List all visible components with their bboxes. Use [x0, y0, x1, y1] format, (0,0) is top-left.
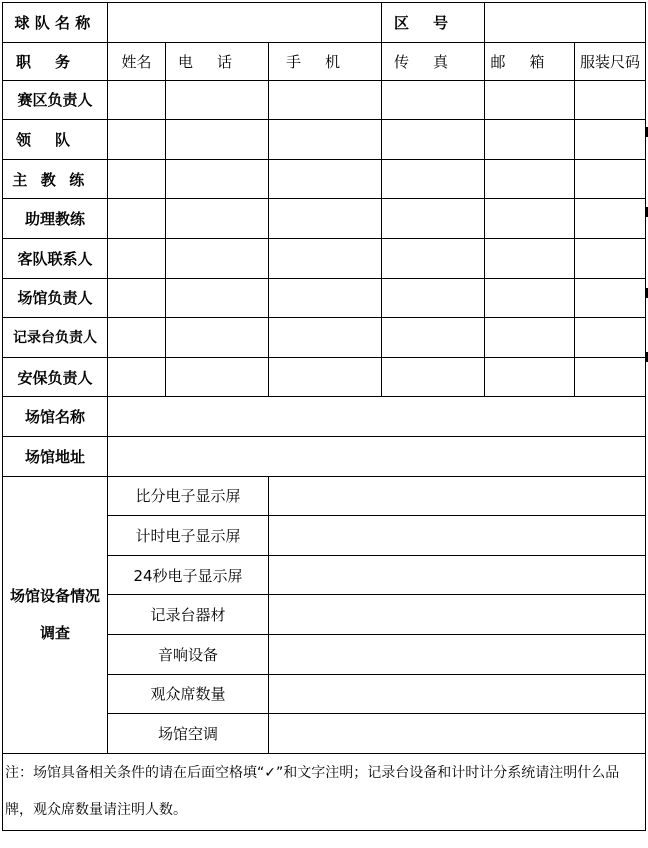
area-code-field[interactable]: [485, 3, 646, 43]
col-header-uniform-size: 服装尺码: [575, 42, 646, 80]
uniform-size-cell[interactable]: [575, 278, 646, 318]
equipment-item-label: 观众席数量: [108, 674, 269, 714]
role-label: 助理教练: [3, 199, 108, 239]
fax-cell[interactable]: [382, 159, 485, 199]
equipment-item-field[interactable]: [269, 634, 646, 674]
email-cell[interactable]: [485, 159, 575, 199]
team-name-field[interactable]: [108, 3, 382, 43]
mobile-cell[interactable]: [269, 278, 382, 318]
venue-address-row: [3, 436, 646, 476]
venue-name-row: [3, 397, 646, 437]
name-cell[interactable]: [108, 318, 166, 358]
uniform-size-cell[interactable]: [575, 357, 646, 397]
role-row: [3, 278, 646, 318]
fax-cell[interactable]: [382, 80, 485, 120]
equipment-item-label: 比分电子显示屏: [108, 476, 269, 516]
equipment-item-label: 24秒电子显示屏: [108, 555, 269, 595]
venue-name-field[interactable]: [108, 397, 646, 437]
role-label: 记录台负责人: [3, 318, 108, 358]
email-cell[interactable]: [485, 199, 575, 239]
name-cell[interactable]: [108, 199, 166, 239]
equipment-item-label: 音响设备: [108, 634, 269, 674]
mobile-cell[interactable]: [269, 159, 382, 199]
role-label: 赛区负责人: [3, 80, 108, 120]
phone-cell[interactable]: [166, 199, 269, 239]
col-header-role: 职务: [3, 42, 108, 80]
column-header-row: [3, 42, 646, 80]
fax-cell[interactable]: [382, 238, 485, 278]
email-cell[interactable]: [485, 357, 575, 397]
fax-cell[interactable]: [382, 199, 485, 239]
venue-address-label: 场馆地址: [3, 436, 108, 476]
name-cell[interactable]: [108, 238, 166, 278]
role-label: 主教练: [3, 159, 108, 199]
fax-cell[interactable]: [382, 318, 485, 358]
name-cell[interactable]: [108, 159, 166, 199]
equipment-item-field[interactable]: [269, 476, 646, 516]
phone-cell[interactable]: [166, 357, 269, 397]
email-cell[interactable]: [485, 80, 575, 120]
role-label: 安保负责人: [3, 357, 108, 397]
fax-cell[interactable]: [382, 278, 485, 318]
phone-cell[interactable]: [166, 159, 269, 199]
email-cell[interactable]: [485, 278, 575, 318]
name-cell[interactable]: [108, 278, 166, 318]
role-row: [3, 318, 646, 358]
uniform-size-cell[interactable]: [575, 318, 646, 358]
equipment-row: [3, 476, 646, 516]
name-cell[interactable]: [108, 357, 166, 397]
phone-cell[interactable]: [166, 238, 269, 278]
role-row: [3, 199, 646, 239]
mobile-cell[interactable]: [269, 238, 382, 278]
equipment-section-label: 场馆设备情况调查: [3, 476, 108, 753]
uniform-size-cell[interactable]: [575, 199, 646, 239]
team-name-label: 球队名称: [3, 3, 108, 43]
role-row: [3, 80, 646, 120]
role-label: 领队: [3, 120, 108, 160]
col-header-name: 姓名: [108, 42, 166, 80]
role-row: [3, 238, 646, 278]
uniform-size-cell[interactable]: [575, 120, 646, 160]
email-cell[interactable]: [485, 120, 575, 160]
mobile-cell[interactable]: [269, 357, 382, 397]
note-row: [3, 753, 646, 830]
equipment-item-field[interactable]: [269, 555, 646, 595]
fax-cell[interactable]: [382, 357, 485, 397]
mobile-cell[interactable]: [269, 120, 382, 160]
uniform-size-cell[interactable]: [575, 238, 646, 278]
email-cell[interactable]: [485, 318, 575, 358]
col-header-phone: 电话: [166, 42, 269, 80]
equipment-item-label: 场馆空调: [108, 714, 269, 754]
venue-address-field[interactable]: [108, 436, 646, 476]
col-header-email: 邮箱: [485, 42, 575, 80]
mobile-cell[interactable]: [269, 318, 382, 358]
phone-cell[interactable]: [166, 278, 269, 318]
phone-cell[interactable]: [166, 80, 269, 120]
team-name-row: [3, 3, 646, 43]
equipment-item-field[interactable]: [269, 516, 646, 556]
uniform-size-cell[interactable]: [575, 80, 646, 120]
role-row: [3, 120, 646, 160]
email-cell[interactable]: [485, 238, 575, 278]
fax-cell[interactable]: [382, 120, 485, 160]
col-header-mobile: 手机: [269, 42, 382, 80]
equipment-item-label: 计时电子显示屏: [108, 516, 269, 556]
form-note: 注：场馆具备相关条件的请在后面空格填“✓”和文字注明；记录台设备和计时计分系统请注明什么品牌，观众席数量请注明人数。: [3, 753, 646, 830]
team-registration-form: [2, 2, 646, 831]
uniform-size-cell[interactable]: [575, 159, 646, 199]
role-row: [3, 159, 646, 199]
name-cell[interactable]: [108, 120, 166, 160]
role-row: [3, 357, 646, 397]
role-label: 客队联系人: [3, 238, 108, 278]
mobile-cell[interactable]: [269, 199, 382, 239]
mobile-cell[interactable]: [269, 80, 382, 120]
phone-cell[interactable]: [166, 318, 269, 358]
equipment-item-field[interactable]: [269, 595, 646, 635]
area-code-label: 区号: [382, 3, 485, 43]
equipment-item-field[interactable]: [269, 674, 646, 714]
equipment-item-label: 记录台器材: [108, 595, 269, 635]
equipment-item-field[interactable]: [269, 714, 646, 754]
phone-cell[interactable]: [166, 120, 269, 160]
role-label: 场馆负责人: [3, 278, 108, 318]
name-cell[interactable]: [108, 80, 166, 120]
col-header-fax: 传真: [382, 42, 485, 80]
venue-name-label: 场馆名称: [3, 397, 108, 437]
